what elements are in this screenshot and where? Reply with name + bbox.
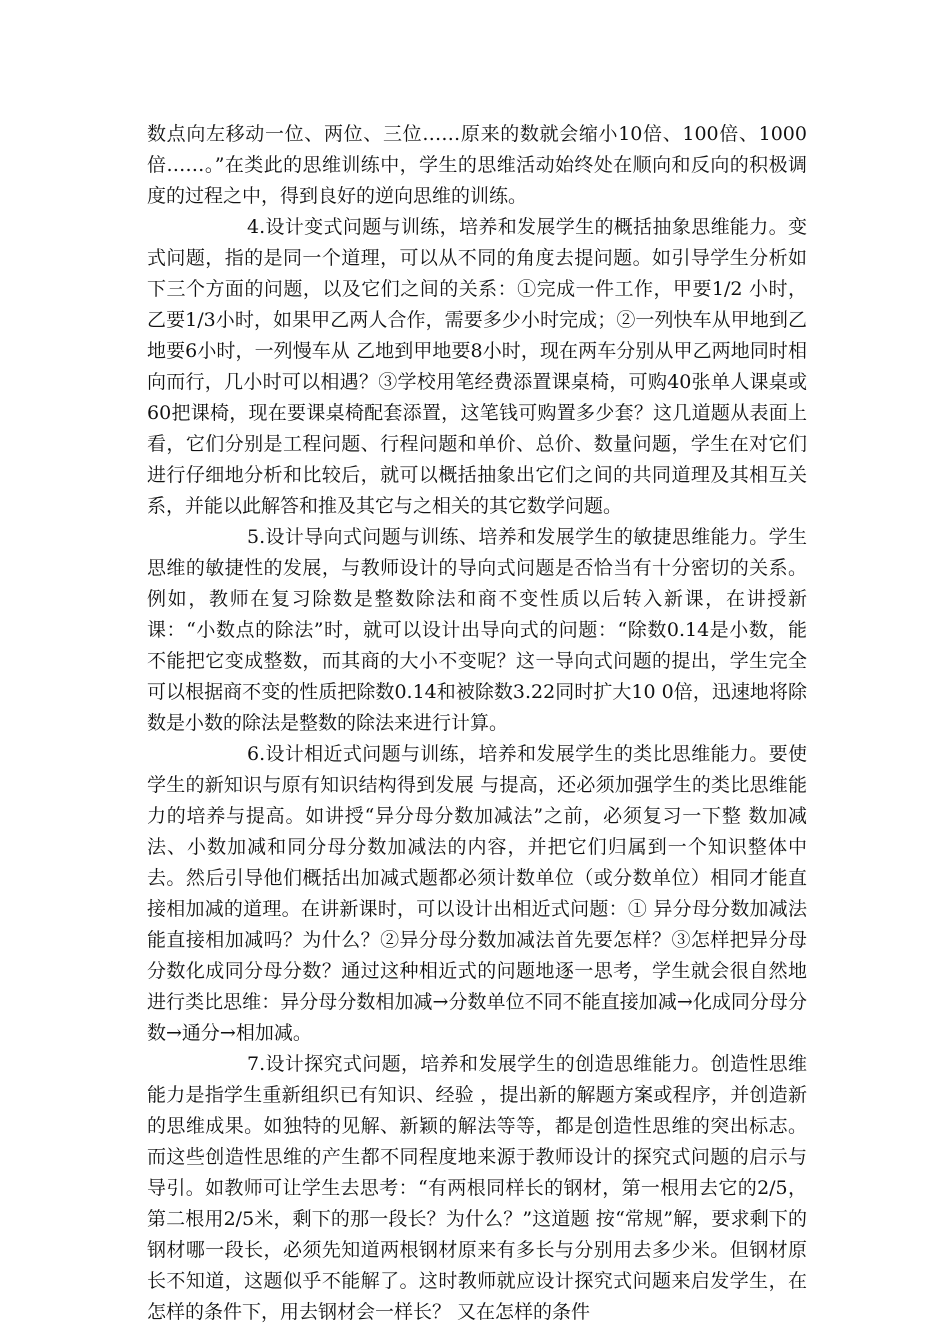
- paragraph-7-exploratory-questions: 7.设计探究式问题，培养和发展学生的创造思维能力。创造性思维能力是指学生重新组织已有知识、经验 ，提出新的解题方案或程序，并创造新的思维成果。如独特的见解、新颖的解法等等，都是创造性思维的突出标志。而这些创造性思维的产生都不同程度地来源于教师设计的探究式问题的启示与导引。如教师可让学生去思考：“有两根同样长的钢材，第一根用去它的2/5，第二根用2/5米，剩下的那一段长？为什么？”这道题 按“常规”解，要求剩下的钢材哪一段长，必须先知道两根钢材原来有多长与分别用去多少米。但钢材原长不知道，这题似乎不能解了。这时教师就应设计探究式问题来启发学生，在怎样的条件下，用去钢材会一样长？ 又在怎样的条件: [147, 1053, 807, 1323]
- paragraph-6-analogous-questions: 6.设计相近式问题与训练，培养和发展学生的类比思维能力。要使学生的新知识与原有知识结构得到发展 与提高，还必须加强学生的类比思维能力的培养与提高。如讲授“异分母分数加减法”之前，必须复习一下整 数加减法、小数加减和同分母分数加减法的内容，并把它们归属到一个知识整体中去。然后引导他们概括出加减式题都必须计数单位（或分数单位）相同才能直接相加减的道理。在讲新课时，可以设计出相近式问题：① 异分母分数加减法能直接相加减吗？为什么？②异分母分数加减法首先要怎样？③怎样把异分母分数化成同分母分数？通过这种相近式的问题地逐一思考，学生就会很自然地进行类比思维：异分母分数相加减→分数单位不同不能直接加减→化成同分母分数→通分→相加减。: [147, 743, 807, 1044]
- document-body: [147, 119, 807, 1328]
- paragraph-continuation: 数点向左移动一位、两位、三位……原来的数就会缩小10倍、100倍、1000倍……。”在类此的思维训练中，学生的思维活动始终处在顺向和反向的积极调度的过程之中，得到良好的逆向思维的训练。: [147, 123, 807, 207]
- paragraph-5-guided-questions: 5.设计导向式问题与训练、培养和发展学生的敏捷思维能力。学生思维的敏捷性的发展，与教师设计的导向式问题是否恰当有十分密切的关系。例如，教师在复习除数是整数除法和商不变性质以后转入新课，在讲授新课：“小数点的除法”时，就可以设计出导向式的问题：“除数0.14是小数，能不能把它变成整数，而其商的大小不变呢？这一导向式问题的提出，学生完全可以根据商不变的性质把除数0.14和被除数3.22同时扩大10 0倍，迅速地将除数是小数的除法是整数的除法来进行计算。: [147, 526, 807, 734]
- paragraph-4-variant-questions: 4.设计变式问题与训练，培养和发展学生的概括抽象思维能力。变式问题，指的是同一个道理，可以从不同的角度去提问题。如引导学生分析如下三个方面的问题，以及它们之间的关系：①完成一件工作，甲要1/2 小时，乙要1/3小时，如果甲乙两人合作，需要多少小时完成；②一列快车从甲地到乙地要6小时，一列慢车从 乙地到甲地要8小时，现在两车分别从甲乙两地同时相向而行，几小时可以相遇？③学校用笔经费添置课桌椅，可购40张单人课桌或60把课椅，现在要课桌椅配套添置，这笔钱可购置多少套？这几道题从表面上看，它们分别是工程问题、行程问题和单价、总价、数量问题，学生在对它们进行仔细地分析和比较后，就可以概括抽象出它们之间的共同道理及其相互关系，并能以此解答和推及其它与之相关的其它数学问题。: [147, 216, 807, 517]
